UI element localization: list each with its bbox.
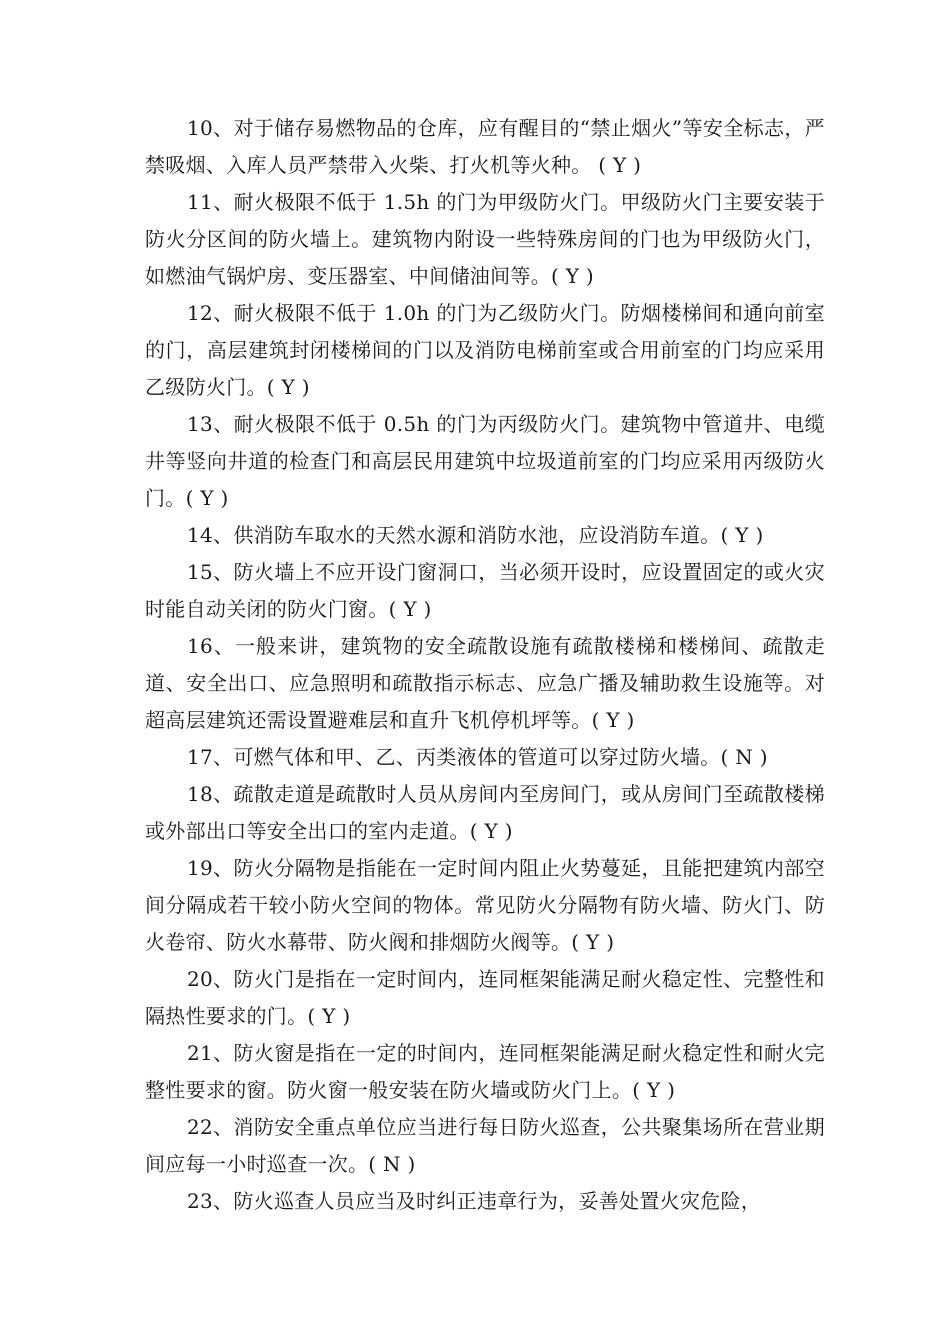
question-item-10: 10、对于储存易燃物品的仓库，应有醒目的“禁止烟火”等安全标志，严禁吸烟、入库人员严禁带入火柴、打火机等火种。 ( Y )	[145, 116, 825, 177]
question-item-18: 18、疏散走道是疏散时人员从房间内至房间门，或从房间门至疏散楼梯或外部出口等安全出口的室内走道。( Y )	[145, 782, 825, 843]
question-item-17: 17、可燃气体和甲、乙、丙类液体的管道可以穿过防火墙。( N )	[187, 745, 768, 769]
question-item-14: 14、供消防车取水的天然水源和消防水池，应设消防车道。( Y )	[187, 523, 764, 547]
question-item-19: 19、防火分隔物是指能在一定时间内阻止火势蔓延，且能把建筑内部空间分隔成若干较小防火空间的物体。常见防火分隔物有防火墙、防火门、防火卷帘、防火水幕带、防火阀和排烟防火阀等。( Y )	[145, 856, 825, 954]
question-item-23: 23、防火巡查人员应当及时纠正违章行为，妥善处置火灾危险，	[187, 1189, 762, 1213]
question-item-12: 12、耐火极限不低于 1.0h 的门为乙级防火门。防烟楼梯间和通向前室的门，高层建筑封闭楼梯间的门以及消防电梯前室或合用前室的门均应采用乙级防火门。( Y )	[145, 301, 825, 399]
question-item-11: 11、耐火极限不低于 1.5h 的门为甲级防火门。甲级防火门主要安装于防火分区间的防火墙上。建筑物内附设一些特殊房间的门也为甲级防火门，如燃油气锅炉房、变压器室、中间储油间等。( Y )	[145, 190, 825, 288]
question-item-15: 15、防火墙上不应开设门窗洞口，当必须开设时，应设置固定的或火灾时能自动关闭的防火门窗。( Y )	[145, 560, 825, 621]
question-item-22: 22、消防安全重点单位应当进行每日防火巡查，公共聚集场所在营业期间应每一小时巡查一次。( N )	[145, 1115, 825, 1176]
question-item-20: 20、防火门是指在一定时间内，连同框架能满足耐火稳定性、完整性和隔热性要求的门。( Y )	[145, 967, 825, 1028]
question-item-21: 21、防火窗是指在一定的时间内，连同框架能满足耐火稳定性和耐火完整性要求的窗。防火窗一般安装在防火墙或防火门上。( Y )	[145, 1041, 825, 1102]
question-item-16: 16、一般来讲，建筑物的安全疏散设施有疏散楼梯和楼梯间、疏散走道、安全出口、应急照明和疏散指示标志、应急广播及辅助救生设施等。对超高层建筑还需设置避难层和直升飞机停机坪等。( Y )	[145, 634, 825, 732]
question-item-13: 13、耐火极限不低于 0.5h 的门为丙级防火门。建筑物中管道井、电缆井等竖向井道的检查门和高层民用建筑中垃圾道前室的门均应采用丙级防火门。( Y )	[145, 412, 825, 510]
document-body	[145, 110, 825, 1220]
